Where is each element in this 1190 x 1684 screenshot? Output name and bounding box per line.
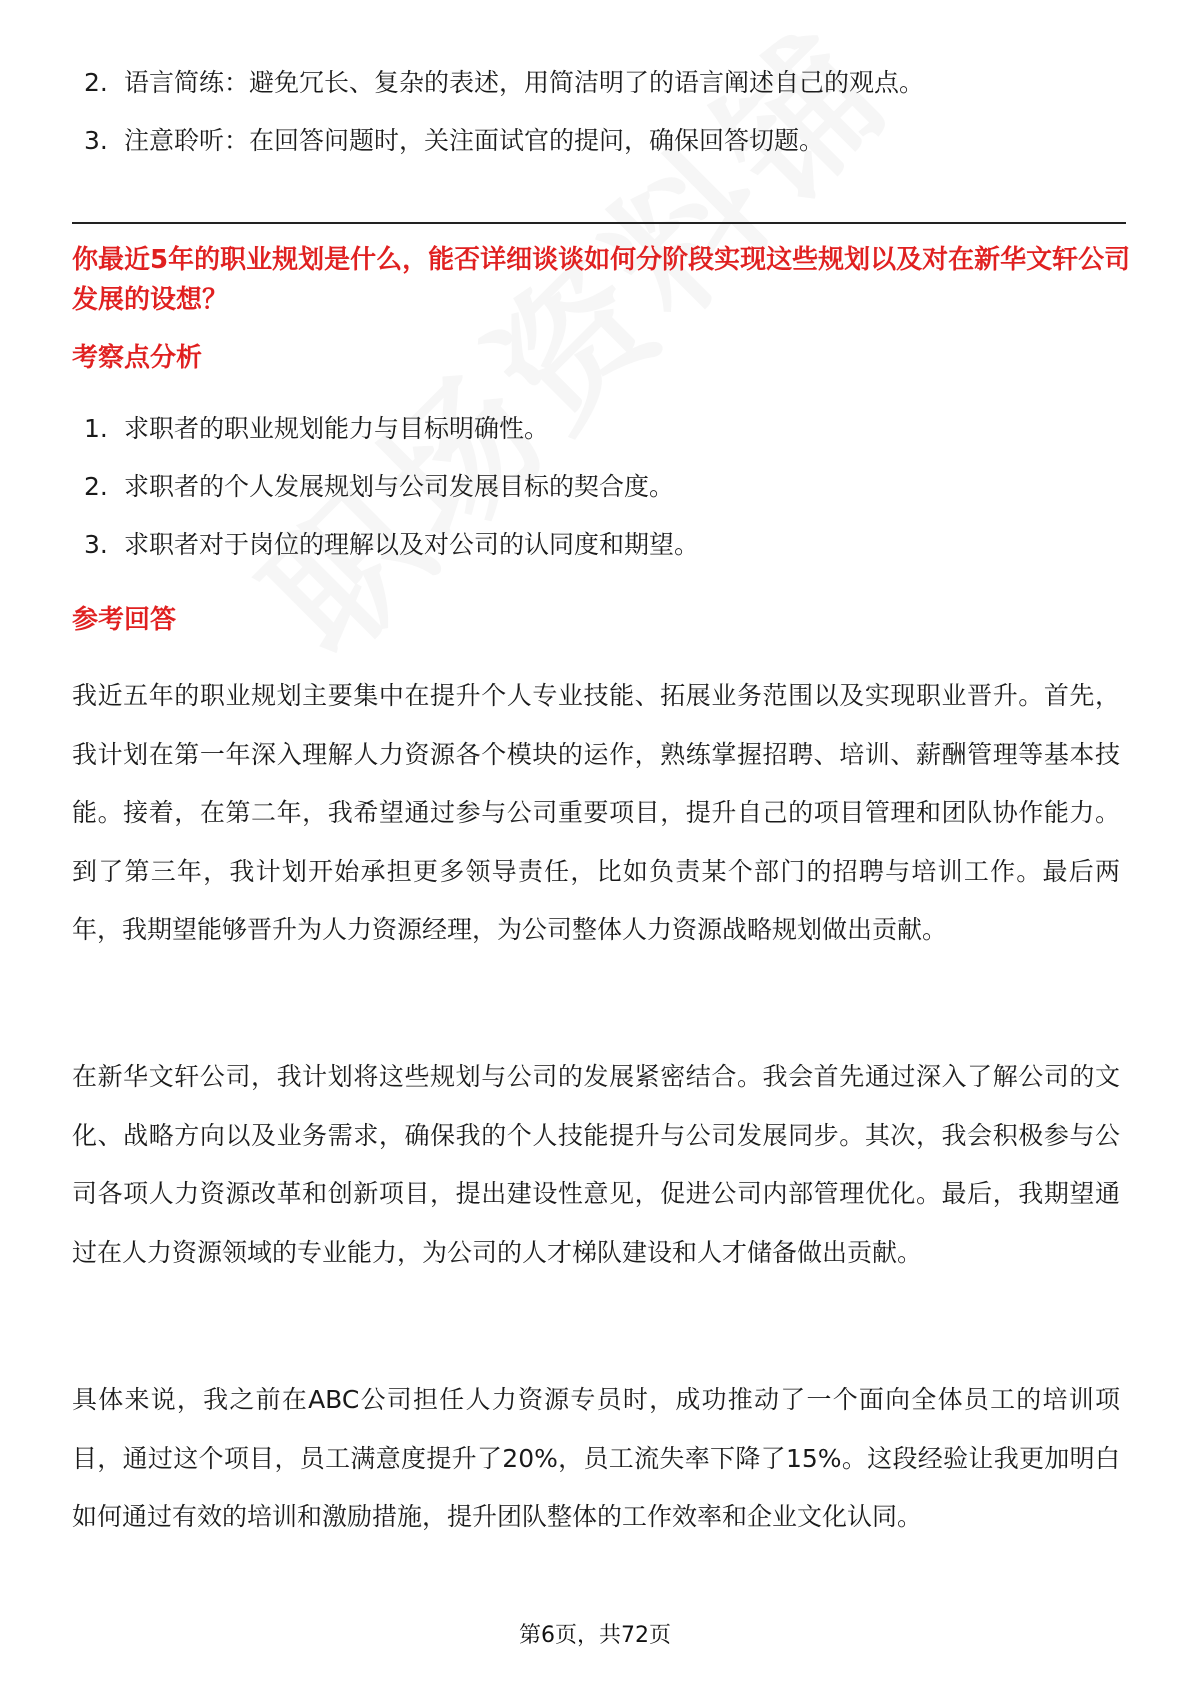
list-item-number: 2.	[84, 68, 108, 97]
list-item-text: 求职者的个人发展规划与公司发展目标的契合度。	[124, 472, 675, 501]
page-number: 第6页，共72页	[519, 1623, 671, 1648]
list-item-text: 语言简练：避免冗长、复杂的表述，用简洁明了的语言阐述自己的观点。	[124, 68, 925, 97]
list-item-number: 2.	[84, 472, 108, 501]
tips-list	[84, 54, 924, 170]
answer-heading: 参考回答	[72, 605, 177, 635]
list-item	[84, 458, 699, 516]
question-heading: 你最近5年的职业规划是什么，能否详细谈谈如何分阶段实现这些规划以及对在新华文轩公司发展的设想？	[72, 245, 1131, 315]
list-item-number: 1.	[84, 414, 108, 443]
list-item-text: 求职者对于岗位的理解以及对公司的认同度和期望。	[124, 530, 700, 559]
list-item-text: 注意聆听：在回答问题时，关注面试官的提问，确保回答切题。	[124, 126, 825, 155]
list-item	[84, 112, 924, 170]
list-item-number: 3.	[84, 530, 108, 559]
answer-paragraph: 在新华文轩公司，我计划将这些规划与公司的发展紧密结合。我会首先通过深入了解公司的文化、战略方向以及业务需求，确保我的个人技能提升与公司发展同步。其次，我会积极参与公司各项人力资源改革和创新项目，提出建设性意见，促进公司内部管理优化。最后，我期望通过在人力资源领域的专业能力，为公司的人才梯队建设和人才储备做出贡献。	[72, 1062, 1120, 1267]
list-item	[84, 54, 924, 112]
analysis-list	[84, 400, 699, 574]
answer-paragraph: 具体来说，我之前在ABC公司担任人力资源专员时，成功推动了一个面向全体员工的培训项目，通过这个项目，员工满意度提升了20%，员工流失率下降了15%。这段经验让我更加明白如何通过有效的培训和激励措施，提升团队整体的工作效率和企业文化认同。	[72, 1385, 1120, 1531]
list-item-number: 3.	[84, 126, 108, 155]
section-divider	[72, 222, 1126, 224]
answer-paragraph: 我近五年的职业规划主要集中在提升个人专业技能、拓展业务范围以及实现职业晋升。首先，我计划在第一年深入理解人力资源各个模块的运作，熟练掌握招聘、培训、薪酬管理等基本技能。接着，在第二年，我希望通过参与公司重要项目，提升自己的项目管理和团队协作能力。到了第三年，我计划开始承担更多领导责任，比如负责某个部门的招聘与培训工作。最后两年，我期望能够晋升为人力资源经理，为公司整体人力资源战略规划做出贡献。	[72, 681, 1120, 944]
list-item	[84, 516, 699, 574]
list-item	[84, 400, 699, 458]
list-item-text: 求职者的职业规划能力与目标明确性。	[124, 414, 550, 443]
analysis-heading: 考察点分析	[72, 343, 203, 373]
